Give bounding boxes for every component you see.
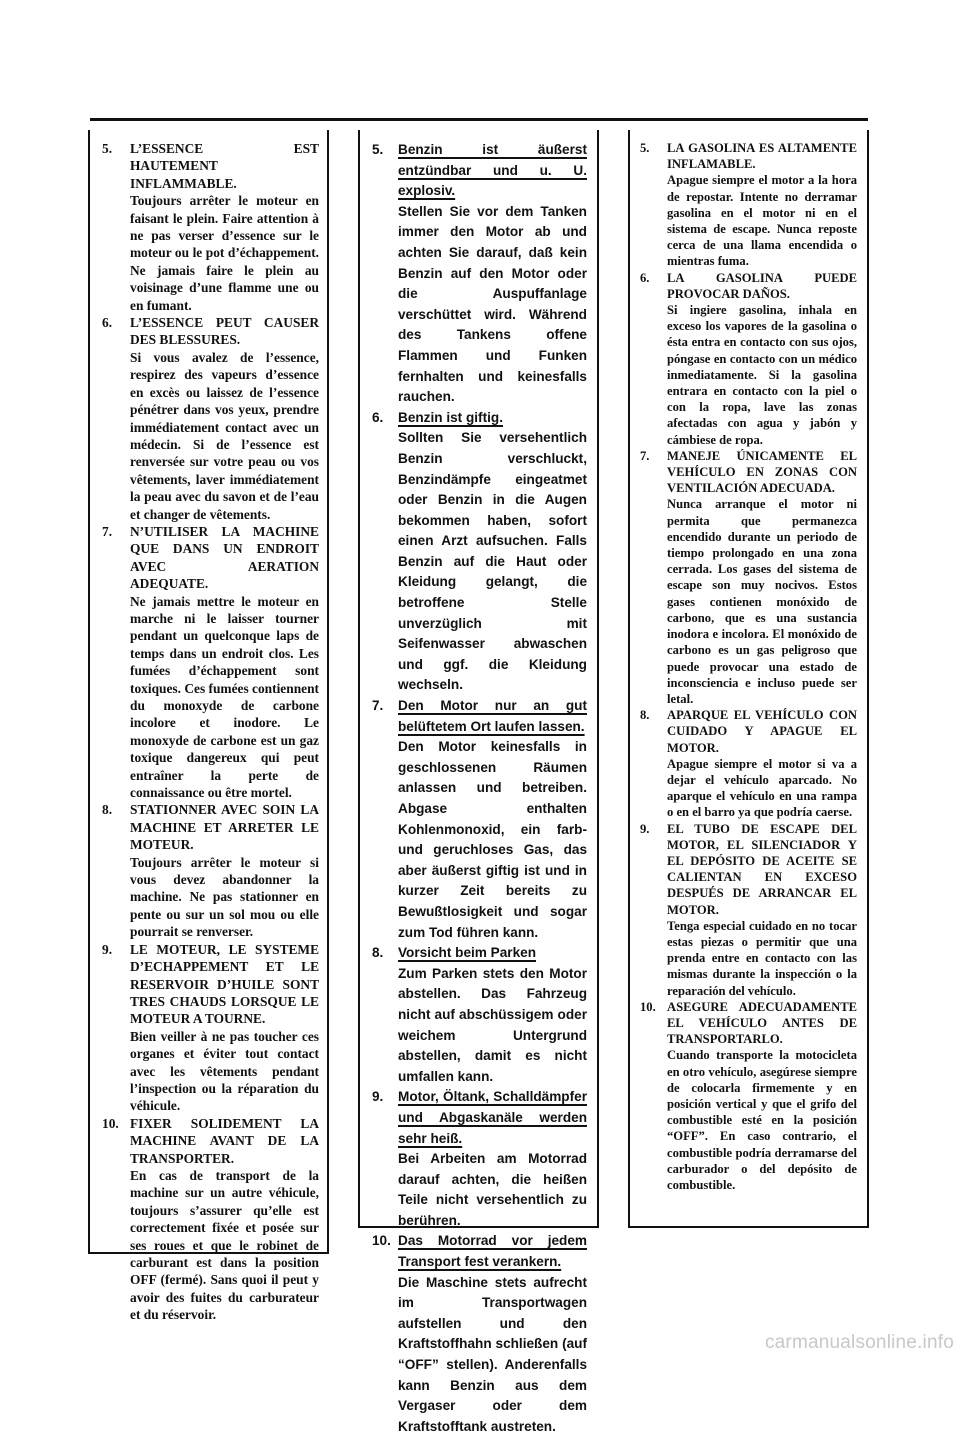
- item-text: Ne jamais mettre le moteur en marche ni le laisser tourner pendant un quelconque laps de temps dans un endroit clos. Les fumées d’échappement sont toxiques. Ces fumées contiennent du monoxyde de carbone incolore et inodore. Le monoxyde de carbone est un gaz toxique dangereux qui peut entraîner la perte de connaissance ou être mortel.: [130, 593, 319, 801]
- item-number: 9.: [640, 821, 650, 836]
- warning-item: [372, 1087, 587, 1231]
- item-heading: Motor, Öltank, Schalldämpfer und Abgaskanäle werden sehr heiß.: [398, 1089, 587, 1146]
- warning-list-spanish: [630, 130, 867, 1193]
- column-french: [88, 130, 329, 1323]
- item-number: 10.: [372, 1233, 391, 1249]
- item-number: 5.: [640, 141, 650, 155]
- item-heading: LA GASOLINA PUEDE PROVOCAR DAÑOS.: [667, 270, 857, 301]
- item-text: Si ingiere gasolina, inhala en exceso los vapores de la gasolina o ésta entra en contacto con sus ojos, póngase en contacto con un médico inmediatamente. Si la gasolina entrara en contacto con la piel o con la ropa, lave las zonas afectadas con agua y jabón y cámbiese de ropa.: [667, 303, 857, 447]
- item-heading: STATIONNER AVEC SOIN LA MACHINE ET ARRETER LE MOTEUR.: [130, 802, 319, 853]
- warning-item: [640, 448, 857, 707]
- item-text: Bien veiller à ne pas toucher ces organes et éviter tout contact avec les vêtements pendant l’inspection ou la réparation du véhicule.: [130, 1028, 319, 1114]
- item-text: Si vous avalez de l’essence, respirez des vapeurs d’essence en excès ou laissez de l’essence pénétrer dans vos yeux, prendre immédiatement contact avec un médecin. Si de l’essence est renversée sur votre peau ou vos vêtements, laver immédiatement la peau avec du savon et de l’eau et changer de vêtements.: [130, 349, 319, 522]
- item-heading: Benzin ist giftig.: [398, 409, 503, 425]
- column-spanish: [628, 130, 869, 1228]
- item-heading: Benzin ist äußerst entzündbar und u. U. explosiv.: [398, 142, 587, 199]
- item-heading: EL TUBO DE ESCAPE DEL MOTOR, EL SILENCIADOR Y EL DEPÓSITO DE ACEITE SE CALIENTAN EN EXCESO DESPUÉS DE ARRANCAR EL MOTOR.: [667, 821, 857, 917]
- item-number: 7.: [640, 448, 650, 463]
- item-text: Cuando transporte la motocicleta en otro vehículo, asegúrese siempre de colocarla firmemente y en posición vertical y que el grifo del combustible esté en la posición “OFF”. En caso contrario, el combustible podría derramarse del carburador o del depósito de combustible.: [667, 1048, 857, 1192]
- top-rule: [90, 118, 868, 121]
- warning-item: [640, 270, 857, 448]
- item-number: 6.: [102, 315, 113, 331]
- item-text: Apague siempre el motor a la hora de repostar. Intente no derramar gasolina en el motor ni en el sistema de escape. Nunca reposte cerca de una llama encendida o mientras fuma.: [667, 173, 857, 269]
- item-number: 9.: [372, 1089, 384, 1105]
- warning-item: [102, 1115, 319, 1324]
- item-heading: N’UTILISER LA MACHINE QUE DANS UN ENDROIT AVEC AERATION ADEQUATE.: [130, 523, 319, 592]
- warning-item: [372, 1231, 587, 1437]
- item-text: Bei Arbeiten am Motorrad darauf achten, die heißen Teile nicht versehentlich zu berühren.: [398, 1151, 587, 1228]
- item-heading: Den Motor nur an gut belüftetem Ort laufen lassen.: [398, 698, 587, 734]
- item-text: Tenga especial cuidado en no tocar estas piezas o permitir que una prenda entre en contacto con las mismas durante la inspección o la reparación del vehículo.: [667, 918, 857, 998]
- item-text: Nunca arranque el motor ni permita que permanezca encendido durante un periodo de tiempo prolongado en una zona cerrada. Los gases del sistema de escape son muy nocivos. Estos gases contienen monóxido de carbono, que es una sustancia inodora e incolora. El monóxido de carbono es un gas peligroso que puede provocar una estado de inconsciencia e incluso puede ser letal.: [667, 497, 857, 706]
- item-heading: L’ESSENCE PEUT CAUSER DES BLESSURES.: [130, 315, 319, 348]
- item-text: Toujours arrêter le moteur en faisant le plein. Faire attention à ne pas verser d’essence sur le moteur ou le pot d’échappement. Ne jamais faire le plein au voisinage d’une flamme une ou en fumant.: [130, 193, 319, 313]
- item-number: 8.: [372, 945, 384, 961]
- warning-item: [372, 943, 587, 1087]
- item-text: Toujours arrêter le moteur si vous devez abandonner la machine. Ne pas stationner en pente ou sur un sol mou ou elle pourrait se renverser.: [130, 854, 319, 940]
- item-heading: APARQUE EL VEHÍCULO CON CUIDADO Y APAGUE EL MOTOR.: [667, 708, 857, 755]
- item-number: 5.: [372, 142, 384, 157]
- column-german: [358, 130, 599, 1434]
- warning-item: [640, 999, 857, 1193]
- watermark: carmanualsonline.info: [764, 1332, 954, 1353]
- item-text: Stellen Sie vor dem Tanken immer den Motor ab und achten Sie darauf, daß kein Benzin auf den Motor oder die Auspuffanlage verschüttet wird. Während des Tankens offene Flammen und Funken fernhalten und keinesfalls rauchen.: [398, 203, 587, 405]
- item-number: 7.: [102, 523, 113, 539]
- item-number: 8.: [640, 708, 650, 723]
- item-heading: Vorsicht beim Parken: [398, 945, 537, 961]
- warning-item: [372, 140, 587, 408]
- warning-item: [102, 314, 319, 523]
- item-heading: LE MOTEUR, LE SYSTEME D’ECHAPPEMENT ET LE RESERVOIR D’HUILE SONT TRES CHAUDS LORSQUE LE MOTEUR A TOURNE.: [130, 941, 319, 1027]
- item-heading: FIXER SOLIDEMENT LA MACHINE AVANT DE LA TRANSPORTER.: [130, 1115, 319, 1166]
- item-text: Zum Parken stets den Motor abstellen. Das Fahrzeug nicht auf abschüssigem oder weichem Untergrund abstellen, damit es nicht umfallen kann.: [398, 965, 587, 1084]
- item-text: Apague siempre el motor si va a dejar el vehículo aparcado. No aparque el vehículo en una rampa o en el barro ya que podría caerse.: [667, 756, 857, 820]
- item-text: Sollten Sie versehentlich Benzin verschluckt, Benzindämpfe eingeatmet oder Benzin in die Augen bekommen haben, sofort einen Arzt aufsuchen. Falls Benzin auf die Haut oder Kleidung gelangt, die betroffene Stelle unverzüglich mit Seifenwasser abwaschen und ggf. die Kleidung wechseln.: [398, 430, 587, 693]
- item-number: 7.: [372, 698, 384, 714]
- item-text: Den Motor keinesfalls in geschlossenen Räumen anlassen und betreiben. Abgase enthalten Kohlenmonoxid, ein farb- und geruchloses Gas, das aber äußerst giftig ist und in kurzer Zeit bereits zu Bewußtlosigkeit und sogar zum Tod führen kann.: [398, 739, 587, 940]
- item-number: 6.: [372, 409, 384, 425]
- warning-item: [372, 696, 587, 943]
- warning-item: [372, 408, 587, 696]
- warning-item: [102, 941, 319, 1115]
- warning-item: [102, 523, 319, 802]
- warning-item: [102, 140, 319, 314]
- item-number: 10.: [640, 999, 656, 1014]
- item-heading: MANEJE ÚNICAMENTE EL VEHÍCULO EN ZONAS CON VENTILACIÓN ADECUADA.: [667, 448, 857, 496]
- warning-list-french: [90, 130, 327, 1324]
- warning-item: [102, 801, 319, 940]
- item-text: En cas de transport de la machine sur un autre véhicule, toujours s’assurer qu’elle est correctement fixée et posée sur ses roues et que le robinet de carburant est dans la position OFF (fermé). Sans quoi il peut y avoir des fuites du carburateur et du réservoir.: [130, 1167, 319, 1323]
- item-number: 10.: [102, 1115, 119, 1131]
- item-heading: Das Motorrad vor jedem Transport fest verankern.: [398, 1233, 587, 1270]
- warning-item: [640, 707, 857, 820]
- item-number: 8.: [102, 802, 113, 818]
- item-number: 5.: [102, 141, 113, 156]
- item-heading: LA GASOLINA ES ALTAMENTE INFLAMABLE.: [667, 141, 857, 172]
- warning-list-german: [360, 130, 597, 1437]
- item-number: 9.: [102, 941, 113, 957]
- warning-item: [640, 140, 857, 270]
- item-heading: ASEGURE ADECUADAMENTE EL VEHÍCULO ANTES DE TRANSPORTARLO.: [667, 999, 857, 1047]
- item-heading: L’ESSENCE EST HAUTEMENT INFLAMMABLE.: [130, 141, 319, 191]
- item-text: Die Maschine stets aufrecht im Transportwagen aufstellen und den Kraftstoffhahn schließen (auf “OFF” stellen). Anderenfalls kann Benzin aus dem Vergaser oder dem Kraftstofftank austreten.: [398, 1274, 587, 1434]
- warning-item: [640, 821, 857, 999]
- item-number: 6.: [640, 270, 650, 285]
